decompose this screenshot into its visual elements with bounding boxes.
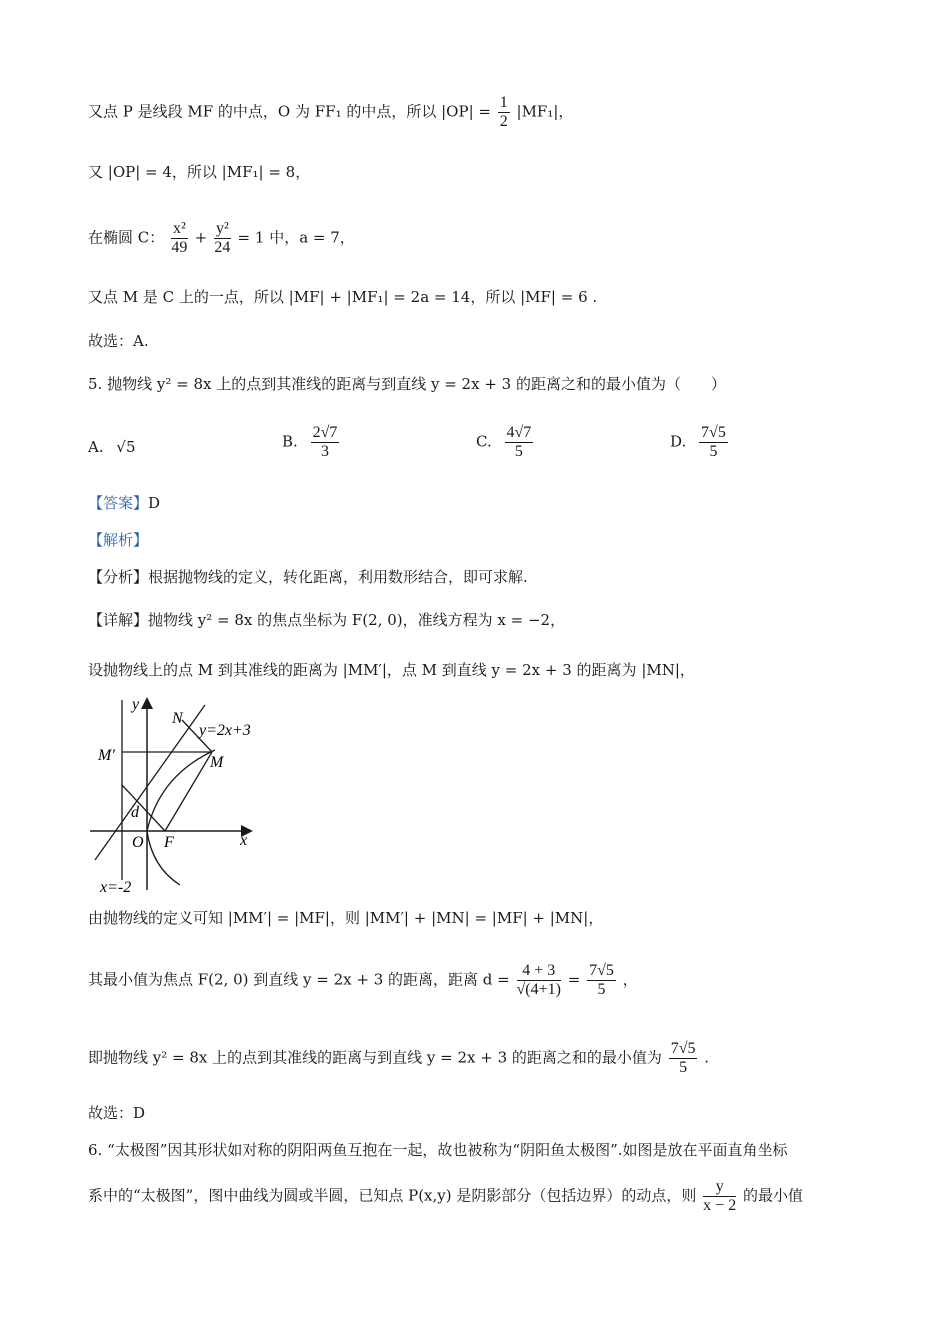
numerator: y (703, 1178, 736, 1197)
fraction (311, 424, 340, 461)
fraction (214, 220, 231, 257)
numerator: 7√5 (670, 1040, 696, 1057)
segment-mf (165, 752, 212, 831)
text: |MF₁|， (516, 102, 574, 121)
fraction (669, 1040, 698, 1077)
analysis-line (88, 530, 148, 550)
numerator: 1 (499, 94, 508, 111)
denominator: 49 (171, 239, 188, 256)
option-label: B. (282, 432, 298, 451)
solution-line-4 (88, 287, 597, 307)
option-label: A. (88, 438, 104, 456)
text: 又点 M 是 C 上的一点，所以 |MF| + |MF₁| = 2a = 14，所以 |MF| = 6 . (88, 288, 598, 306)
label-y-axis: y (132, 696, 140, 713)
denominator: 2 (499, 113, 508, 130)
fraction (498, 94, 510, 131)
fenxi-line (88, 567, 528, 587)
numerator: 4 + 3 (517, 962, 561, 981)
setup-line (88, 660, 695, 680)
numerator: y² (215, 220, 229, 237)
denominator: √(4+1) (516, 981, 561, 998)
text: 设抛物线上的点 M 到其准线的距离为 |MM′|，点 M 到直线 y = 2x + 3 的距离为 |MN|， (88, 661, 695, 679)
analysis-tag: 【解析】 (88, 531, 149, 549)
text: ， (622, 970, 638, 989)
numerator: 2√7 (312, 424, 338, 441)
solution-line-2 (88, 162, 310, 182)
label-x-axis: x (240, 832, 248, 849)
label-f: F (164, 834, 174, 851)
fraction (699, 424, 728, 461)
option-b[interactable] (282, 424, 341, 461)
option-d[interactable] (670, 424, 730, 461)
question-6-line-2 (88, 1178, 803, 1215)
text: 的最小值 (742, 1186, 803, 1205)
numerator: x² (173, 220, 186, 237)
text: 又 |OP| = 4，所以 |MF₁| = 8， (88, 163, 311, 181)
xiangjie-line (88, 610, 565, 630)
fraction (505, 424, 534, 461)
label-m: M (210, 754, 224, 771)
solution-line-5 (88, 331, 149, 351)
text: 故选：A. (88, 332, 149, 350)
option-label: D. (670, 432, 687, 451)
label-directrix: x=-2 (100, 879, 132, 895)
min-distance-line (88, 962, 638, 999)
option-c[interactable] (476, 424, 535, 461)
answer-value: D (148, 494, 161, 512)
text: 【分析】根据抛物线的定义，转化距离，利用数形结合，即可求解. (88, 568, 528, 586)
denominator: x − 2 (703, 1197, 737, 1214)
parabola-curve (147, 750, 215, 885)
option-label: C. (476, 432, 492, 451)
conclusion-line (88, 1040, 709, 1077)
text: + (194, 228, 208, 247)
label-d: d (131, 804, 139, 821)
text: 系中的“太极图”，图中曲线为圆或半圆，已知点 P(x,y) 是阴影部分（包括边界）的动点，则 (88, 1186, 697, 1205)
label-line: y=2x+3 (199, 722, 251, 739)
question-6-line-1 (88, 1140, 788, 1160)
line-y-2x-3 (95, 705, 205, 860)
solution-line-1 (88, 94, 573, 131)
text: . (704, 1048, 710, 1067)
text: 又点 P 是线段 MF 的中点，O 为 FF₁ 的中点，所以 |OP| = (88, 102, 496, 121)
option-value: √5 (116, 438, 136, 456)
fraction (171, 220, 188, 257)
parabola-figure (90, 695, 270, 895)
label-m-prime: M′ (98, 747, 115, 764)
label-o: O (132, 834, 144, 851)
denominator: 5 (679, 1059, 688, 1076)
solution-line-3 (88, 220, 355, 257)
numerator: 7√5 (701, 424, 726, 441)
choose-d-line (88, 1103, 145, 1123)
text: = (567, 970, 581, 989)
text: 5. 抛物线 y² = 8x 上的点到其准线的距离与到直线 y = 2x + 3 的距离之和的最小值为（ ） (88, 375, 726, 393)
definition-line (88, 908, 603, 928)
denominator: 5 (597, 981, 606, 998)
fraction (517, 962, 561, 999)
text: 6. “太极图”因其形状如对称的阴阳两鱼互抱在一起，故也被称为“阴阳鱼太极图”.如图是放在平面直角坐标 (88, 1141, 788, 1159)
text: 故选：D (88, 1104, 146, 1122)
label-n: N (172, 710, 183, 727)
denominator: 24 (214, 239, 231, 256)
denominator: 5 (709, 443, 718, 460)
text: 其最小值为焦点 F(2, 0) 到直线 y = 2x + 3 的距离，距离 d = (88, 970, 515, 989)
question-5 (88, 374, 726, 394)
option-a[interactable] (88, 437, 136, 457)
answer-line (88, 493, 160, 513)
fraction (703, 1178, 736, 1215)
answer-tag: 【答案】 (88, 494, 149, 512)
denominator: 5 (514, 443, 523, 460)
denominator: 3 (320, 443, 329, 460)
text: = 1 中，a = 7， (237, 228, 355, 247)
text: 即抛物线 y² = 8x 上的点到其准线的距离与到直线 y = 2x + 3 的距离之和的最小值为 (88, 1048, 662, 1067)
text: 由抛物线的定义可知 |MM′| = |MF|，则 |MM′| + |MN| = |MF| + |MN|， (88, 909, 604, 927)
text: 【详解】抛物线 y² = 8x 的焦点坐标为 F(2, 0)，准线方程为 x = −2， (88, 611, 566, 629)
fraction (587, 962, 616, 999)
text: 在椭圆 C： (88, 228, 165, 247)
numerator: 4√7 (506, 424, 532, 441)
numerator: 7√5 (589, 962, 614, 979)
